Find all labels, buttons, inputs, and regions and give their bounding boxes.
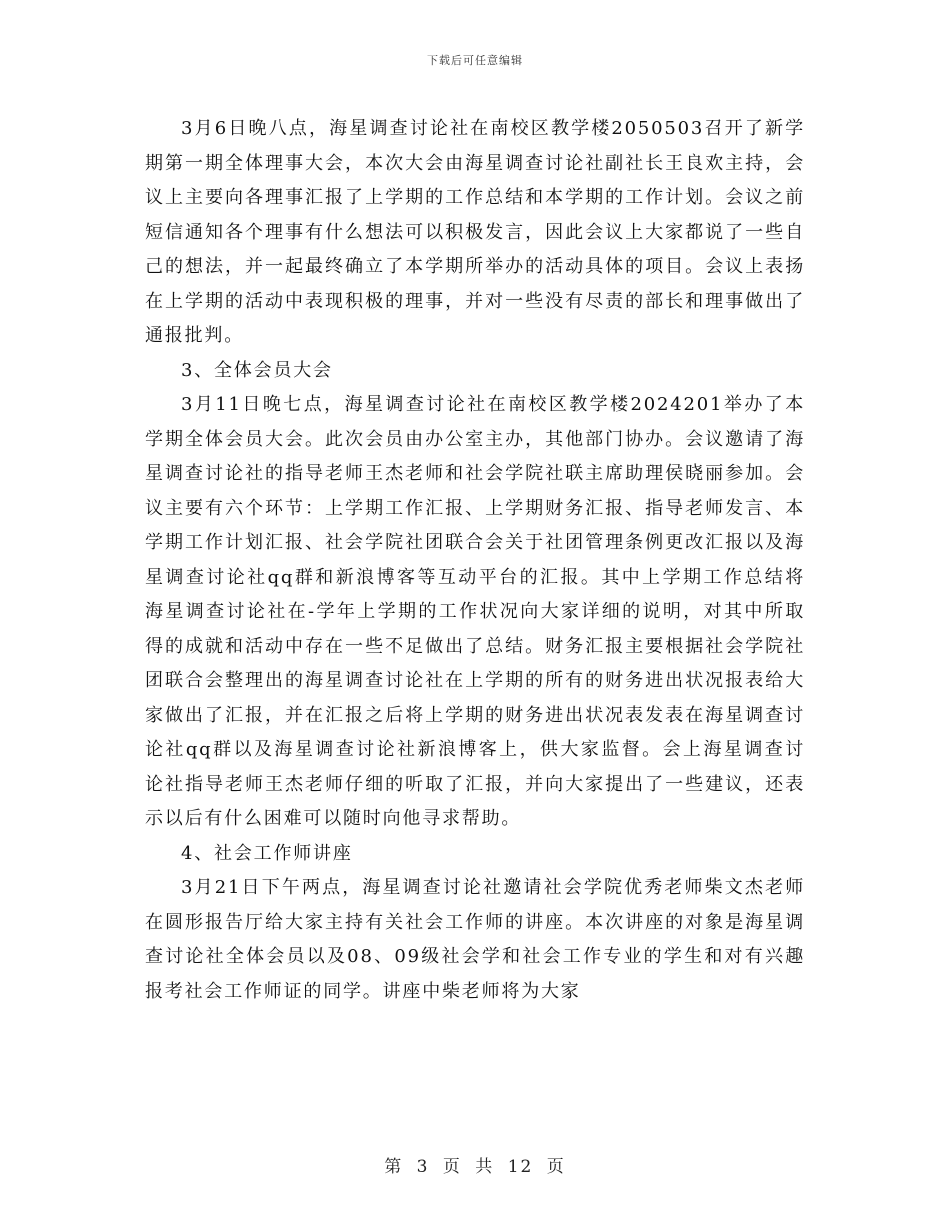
paragraph-council-meeting: 3月6日晚八点，海星调查讨论社在南校区教学楼2050503召开了新学期第一期全体理事大会，本次大会由海星调查讨论社副社长王良欢主持，会议上主要向各理事汇报了上学期的工作总结和本学期的工作计划。会议之前短信通知各个理事有什么想法可以积极发言，因此会议上大家都说了一些自己的想法，并一起最终确立了本学期所举办的活动具体的项目。会议上表扬在上学期的活动中表现积极的理事，并对一些没有尽责的部长和理事做出了通报批判。 xyxy=(145,118,805,346)
section-heading-general-assembly: 3、全体会员大会 xyxy=(181,359,333,381)
document-body xyxy=(145,112,805,1009)
section-heading-social-work-lecture: 4、社会工作师讲座 xyxy=(181,842,353,864)
paragraph-general-assembly: 3月11日晚七点，海星调查讨论社在南校区教学楼2024201举办了本学期全体会员大会。此次会员由办公室主办，其他部门协办。会议邀请了海星调查讨论社的指导老师王杰老师和社会学院社联主席助理侯晓丽参加。会议主要有六个环节：上学期工作汇报、上学期财务汇报、指导老师发言、本学期工作计划汇报、社会学院社团联合会关于社团管理条例更改汇报以及海星调查讨论社qq群和新浪博客等互动平台的汇报。其中上学期工作总结将海星调查讨论社在-学年上学期的工作状况向大家详细的说明，对其中所取得的成就和活动中存在一些不足做出了总结。财务汇报主要根据社会学院社团联合会整理出的海星调查讨论社在上学期的所有的财务进出状况报表给大家做出了汇报，并在汇报之后将上学期的财务进出状况表发表在海星调查讨论社qq群以及海星调查讨论社新浪博客上，供大家监督。会上海星调查讨论社指导老师王杰老师仔细的听取了汇报，并向大家提出了一些建议，还表示以后有什么困难可以随时向他寻求帮助。 xyxy=(145,394,805,829)
paragraph-social-work-lecture: 3月21日下午两点，海星调查讨论社邀请社会学院优秀老师柴文杰老师在圆形报告厅给大家主持有关社会工作师的讲座。本次讲座的对象是海星调查讨论社全体会员以及08、09级社会学和社会工作专业的学生和对有兴趣报考社会工作师证的同学。讲座中柴老师将为大家 xyxy=(145,877,805,1002)
page-header: 下载后可任意编辑 xyxy=(427,54,523,67)
page-number: 第 3 页 共 12 页 xyxy=(384,1157,566,1177)
